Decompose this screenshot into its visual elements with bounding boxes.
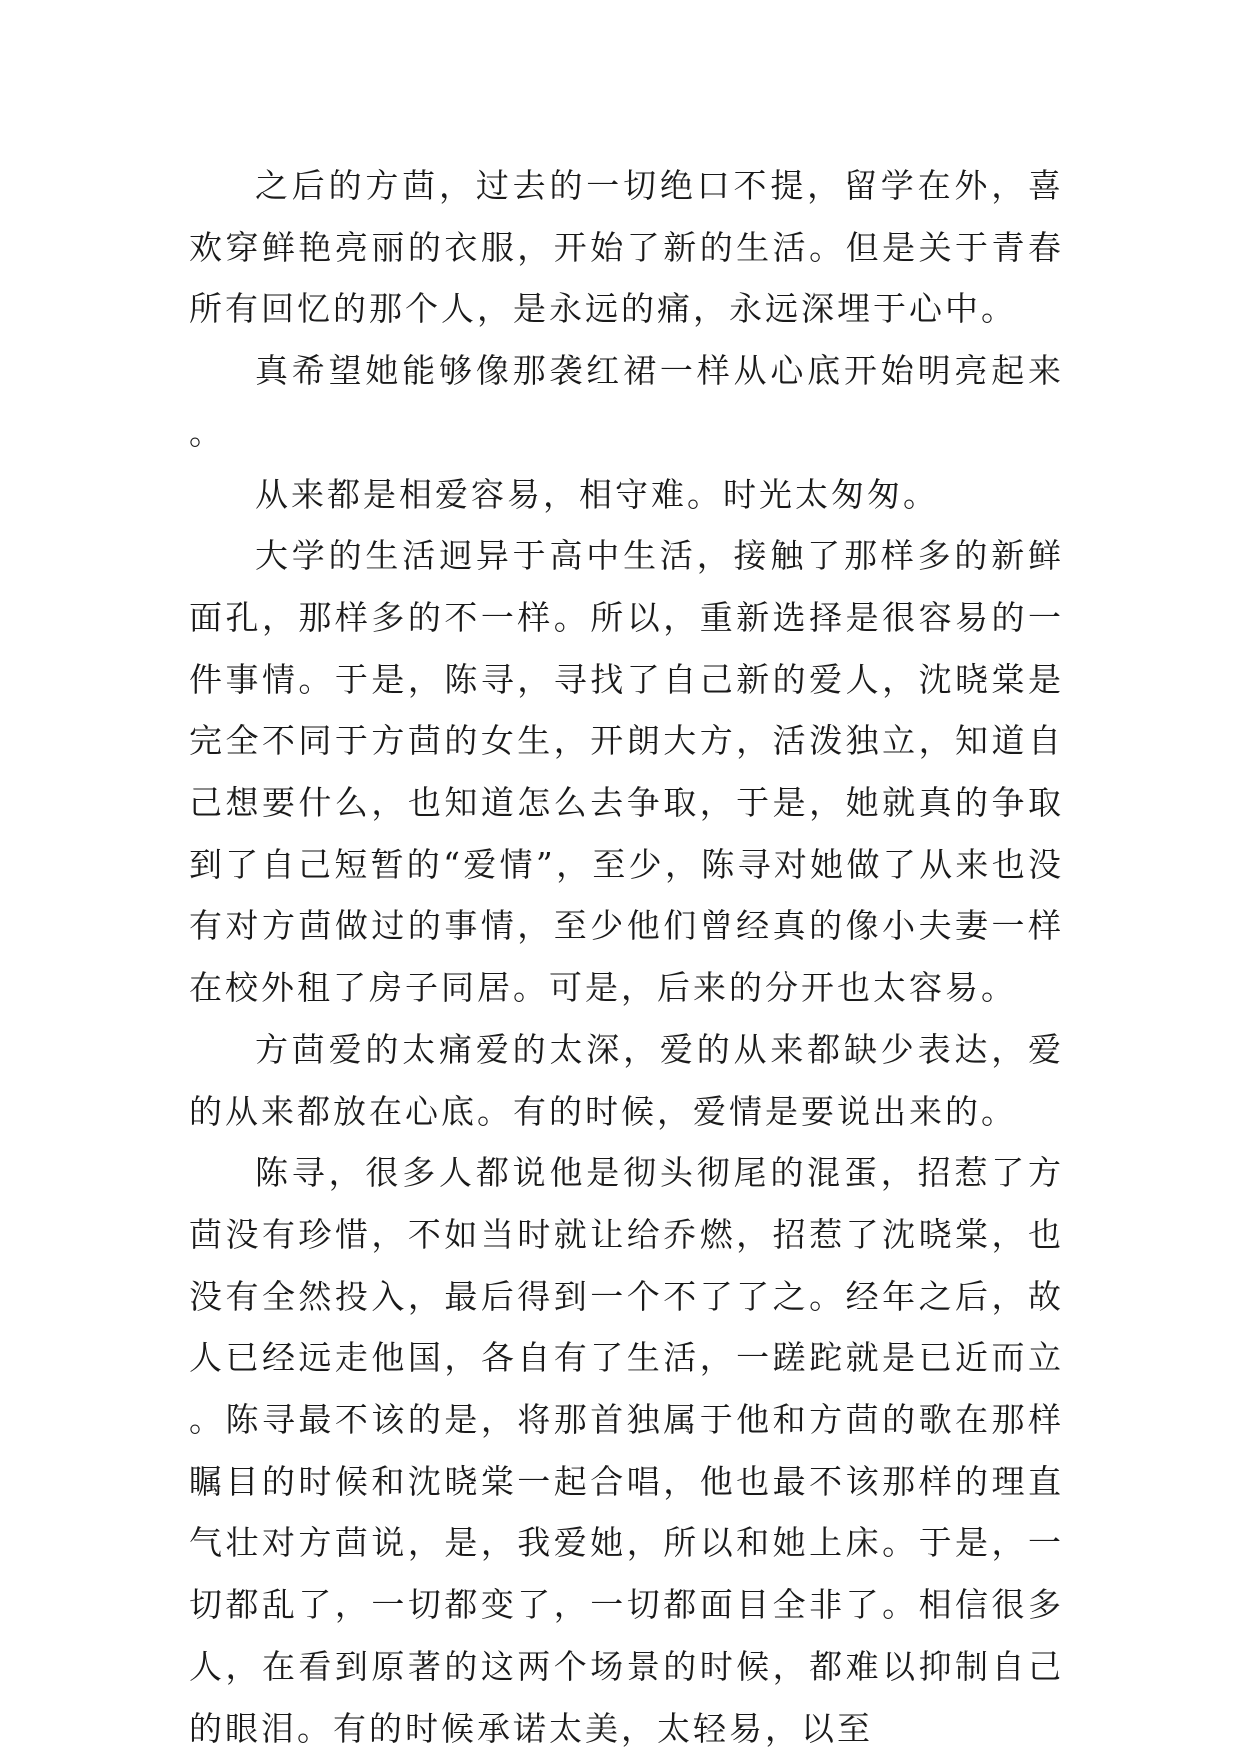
paragraph-6: 陈寻，很多人都说他是彻头彻尾的混蛋，招惹了方茴没有珍惜，不如当时就让给乔燃，招惹了沈晓棠，也没有全然投入，最后得到一个不了了之。经年之后，故人已经远走他国，各自有了生活，一蹉跎就是已近而立。陈寻最不该的是，将那首独属于他和方茴的歌在那样瞩目的时候和沈晓棠一起合唱，他也最不该那样的理直气壮对方茴说，是，我爱她，所以和她上床。于是，一切都乱了，一切都变了，一切都面目全非了。相信很多人，在看到原著的这两个场景的时候，都难以抑制自己的眼泪。有的时候承诺太美，太轻易，以至	[189, 1153, 1064, 1748]
paragraph-3: 从来都是相爱容易，相守难。时光太匆匆。	[255, 474, 939, 514]
paragraph-5: 方茴爱的太痛爱的太深，爱的从来都缺少表达，爱的从来都放在心底。有的时候，爱情是要说出来的。	[189, 1029, 1064, 1131]
paragraph-4: 大学的生活迥异于高中生活，接触了那样多的新鲜面孔，那样多的不一样。所以，重新选择是很容易的一件事情。于是，陈寻，寻找了自己新的爱人，沈晓棠是完全不同于方茴的女生，开朗大方，活泼独立，知道自己想要什么，也知道怎么去争取，于是，她就真的争取到了自己短暂的“爱情”，至少，陈寻对她做了从来也没有对方茴做过的事情，至少他们曾经真的像小夫妻一样在校外租了房子同居。可是，后来的分开也太容易。	[189, 536, 1064, 1008]
paragraph-1: 之后的方茴，过去的一切绝口不提，留学在外，喜欢穿鲜艳亮丽的衣服，开始了新的生活。但是关于青春所有回忆的那个人，是永远的痛，永远深埋于心中。	[189, 166, 1064, 329]
document-body	[189, 155, 1064, 1759]
paragraph-2: 真希望她能够像那袭红裙一样从心底开始明亮起来。	[189, 351, 1064, 452]
